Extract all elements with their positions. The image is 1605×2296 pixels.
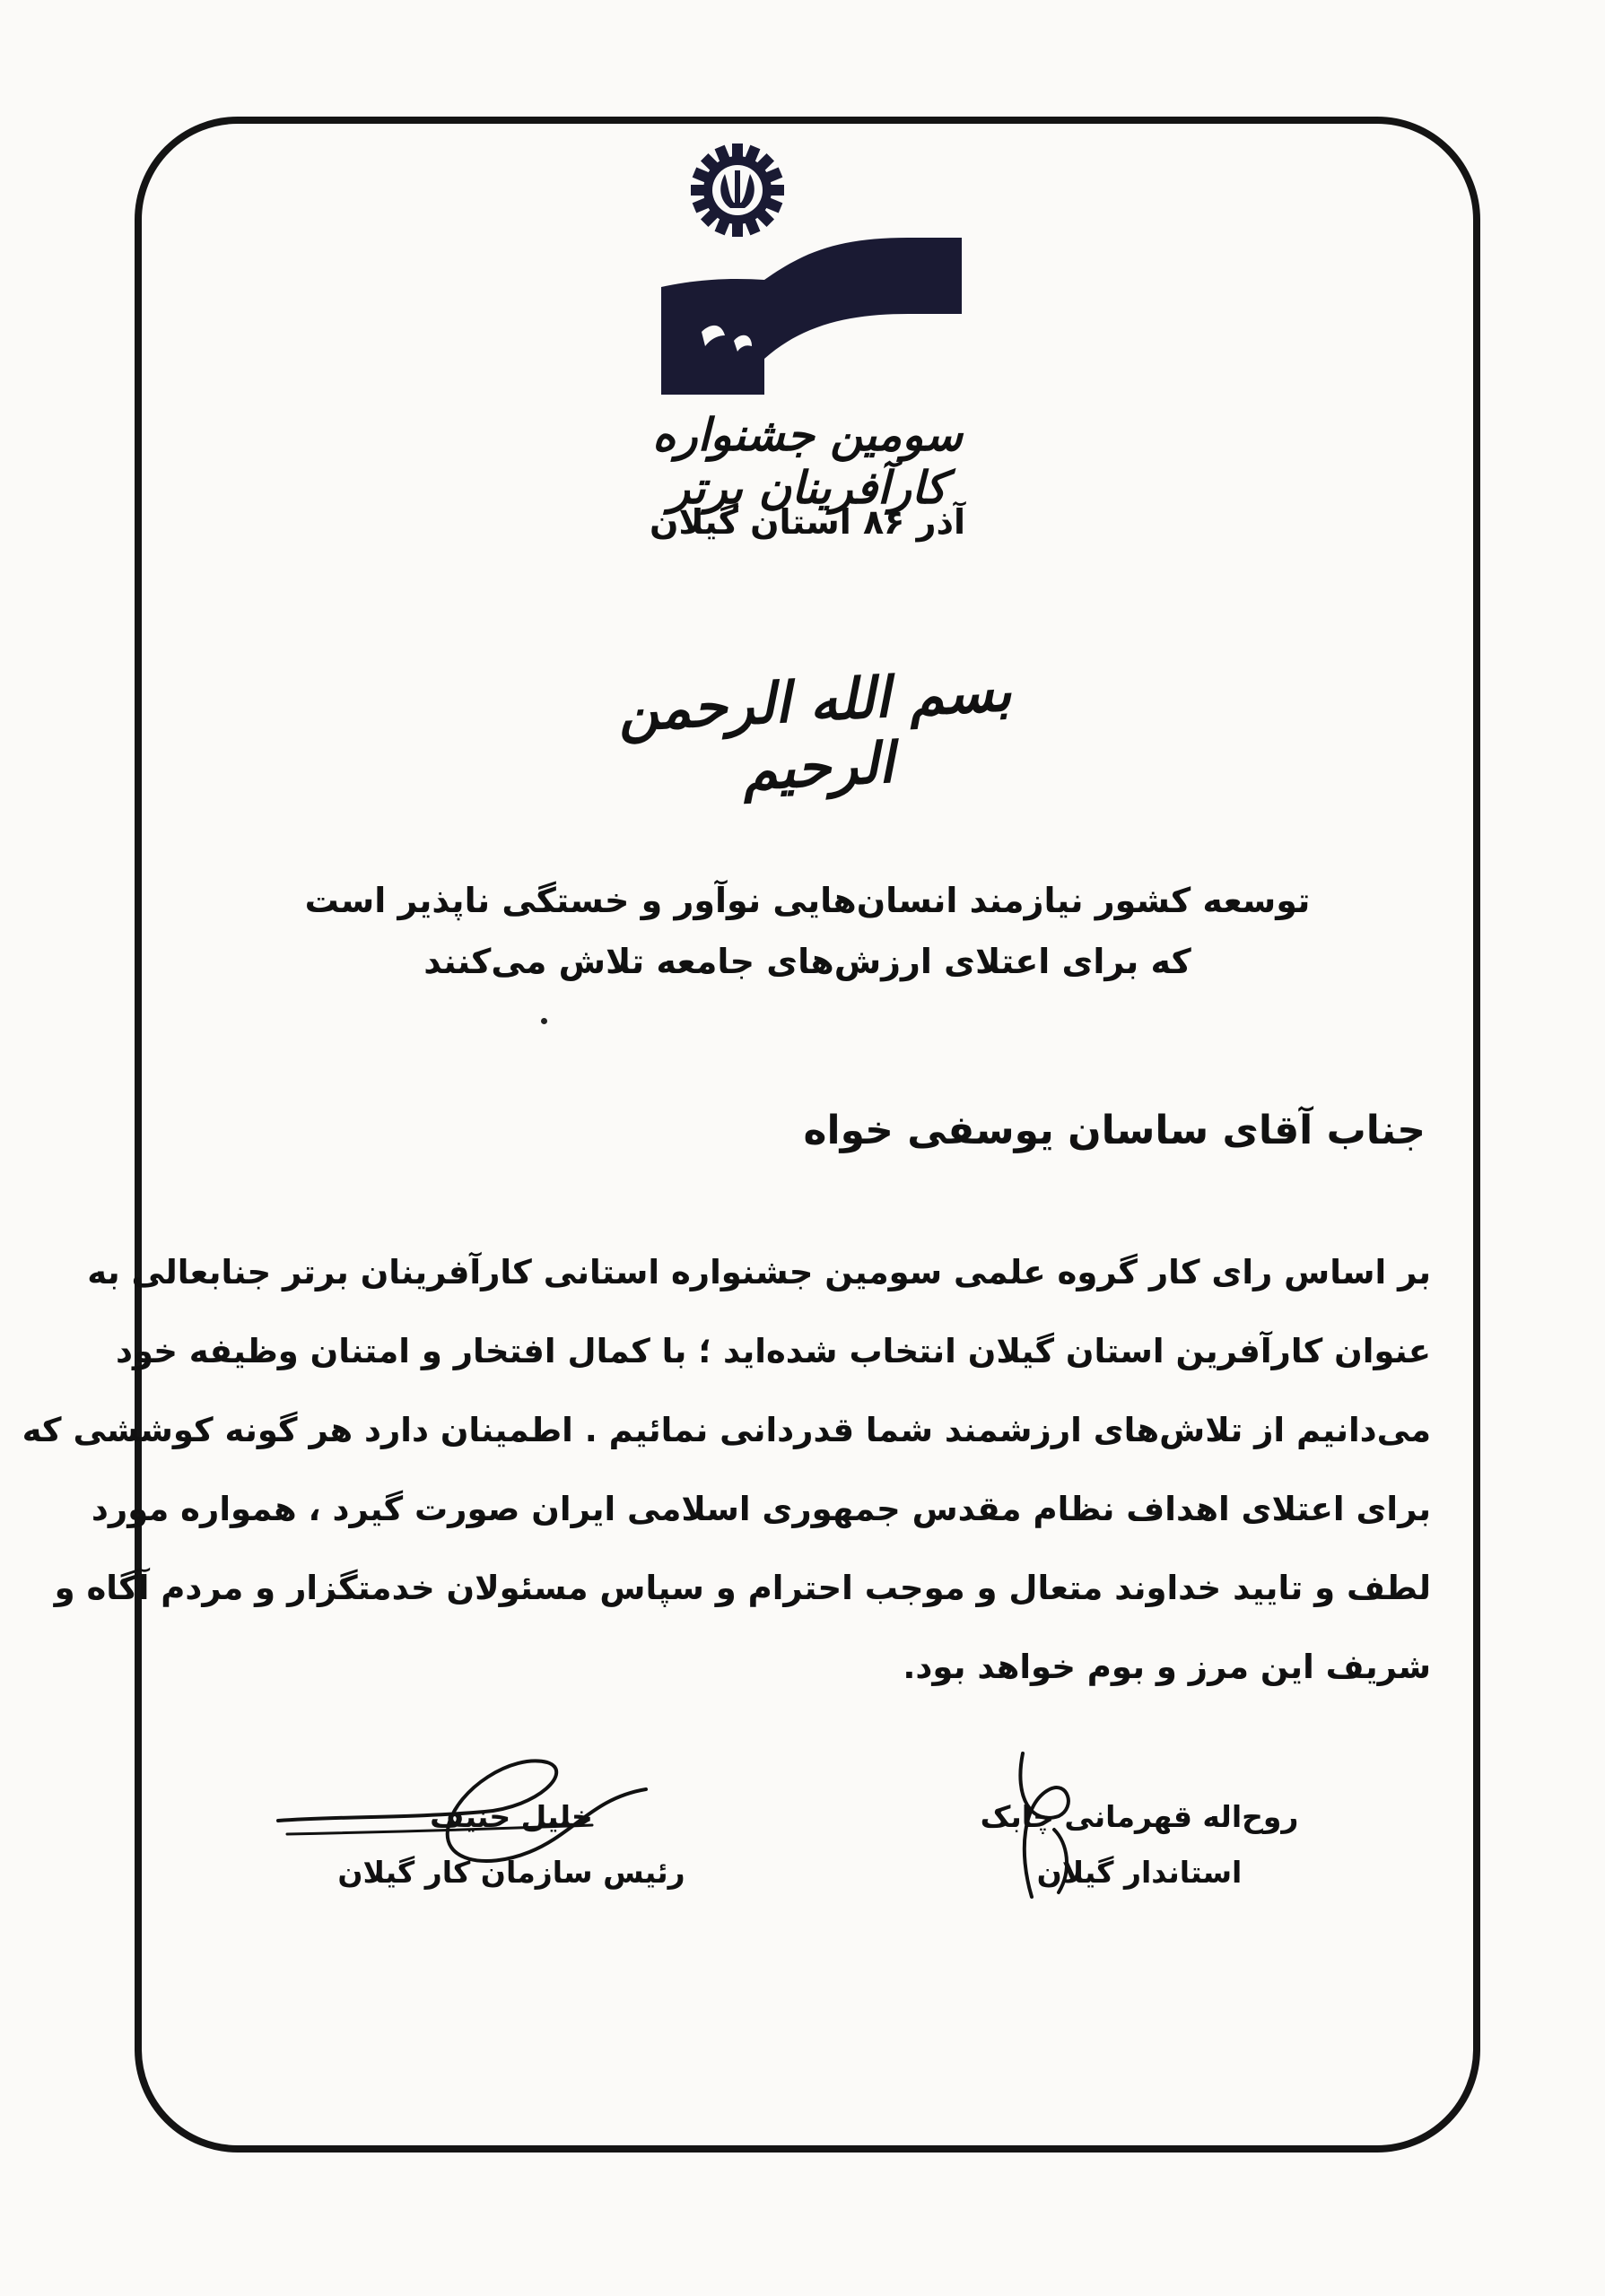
gear-emblem-icon	[691, 144, 784, 237]
certificate-body	[22, 1233, 1431, 1707]
signatory-right-name: روح‌اله قهرمانی چابک	[980, 1799, 1299, 1834]
stray-dot	[541, 1018, 547, 1024]
recipient-salutation: جناب آقای ساسان یوسفی خواه	[803, 1108, 1426, 1153]
body-line: لطف و تایید خداوند متعال و موجب احترام و سپاس مسئولان خدمتگزار و مردم آگاه و	[54, 1569, 1431, 1607]
quote-line: که برای اعتلای ارزش‌های جامعه تلاش می‌کنند	[423, 942, 1191, 981]
body-line: عنوان کارآفرین استان گیلان انتخاب شده‌اید ؛ با کمال افتخار و امتنان وظیفه خود	[116, 1332, 1431, 1370]
basmala-calligraphy: بسم الله الرحمن الرحیم	[616, 657, 1013, 804]
signatory-right-title: استاندار گیلان	[1036, 1855, 1243, 1890]
quote	[269, 870, 1346, 992]
signatory-left	[323, 1789, 700, 1900]
body-line: می‌دانیم از تلاش‌های ارزشمند شما قدردانی نمائیم . اطمینان دارد هر گونه کوششی که	[22, 1411, 1431, 1449]
signatory-left-title: رئیس سازمان کار گیلان	[337, 1855, 685, 1890]
body-line: شریف این مرز و بوم خواهد بود.	[903, 1648, 1431, 1686]
logo-shape-right	[764, 238, 962, 359]
signatory-left-name: خلیل حنیف	[430, 1799, 593, 1834]
body-line: بر اساس رای کار گروه علمی سومین جشنواره استانی کارآفرینان برتر جنابعالی به	[87, 1253, 1431, 1292]
quote-line: توسعه کشور نیازمند انسان‌هایی نوآور و خستگی ناپذیر است	[304, 881, 1311, 920]
festival-title: سومین جشنواره کارآفرینان برتر	[652, 408, 963, 514]
festival-date: آذر ۸۶ استان گیلان	[650, 502, 965, 542]
body-line: برای اعتلای اهداف نظام مقدس جمهوری اسلامی ایران صورت گیرد ، همواره مورد	[91, 1490, 1431, 1528]
festival-logo	[648, 144, 971, 404]
signatory-right	[951, 1789, 1328, 1900]
